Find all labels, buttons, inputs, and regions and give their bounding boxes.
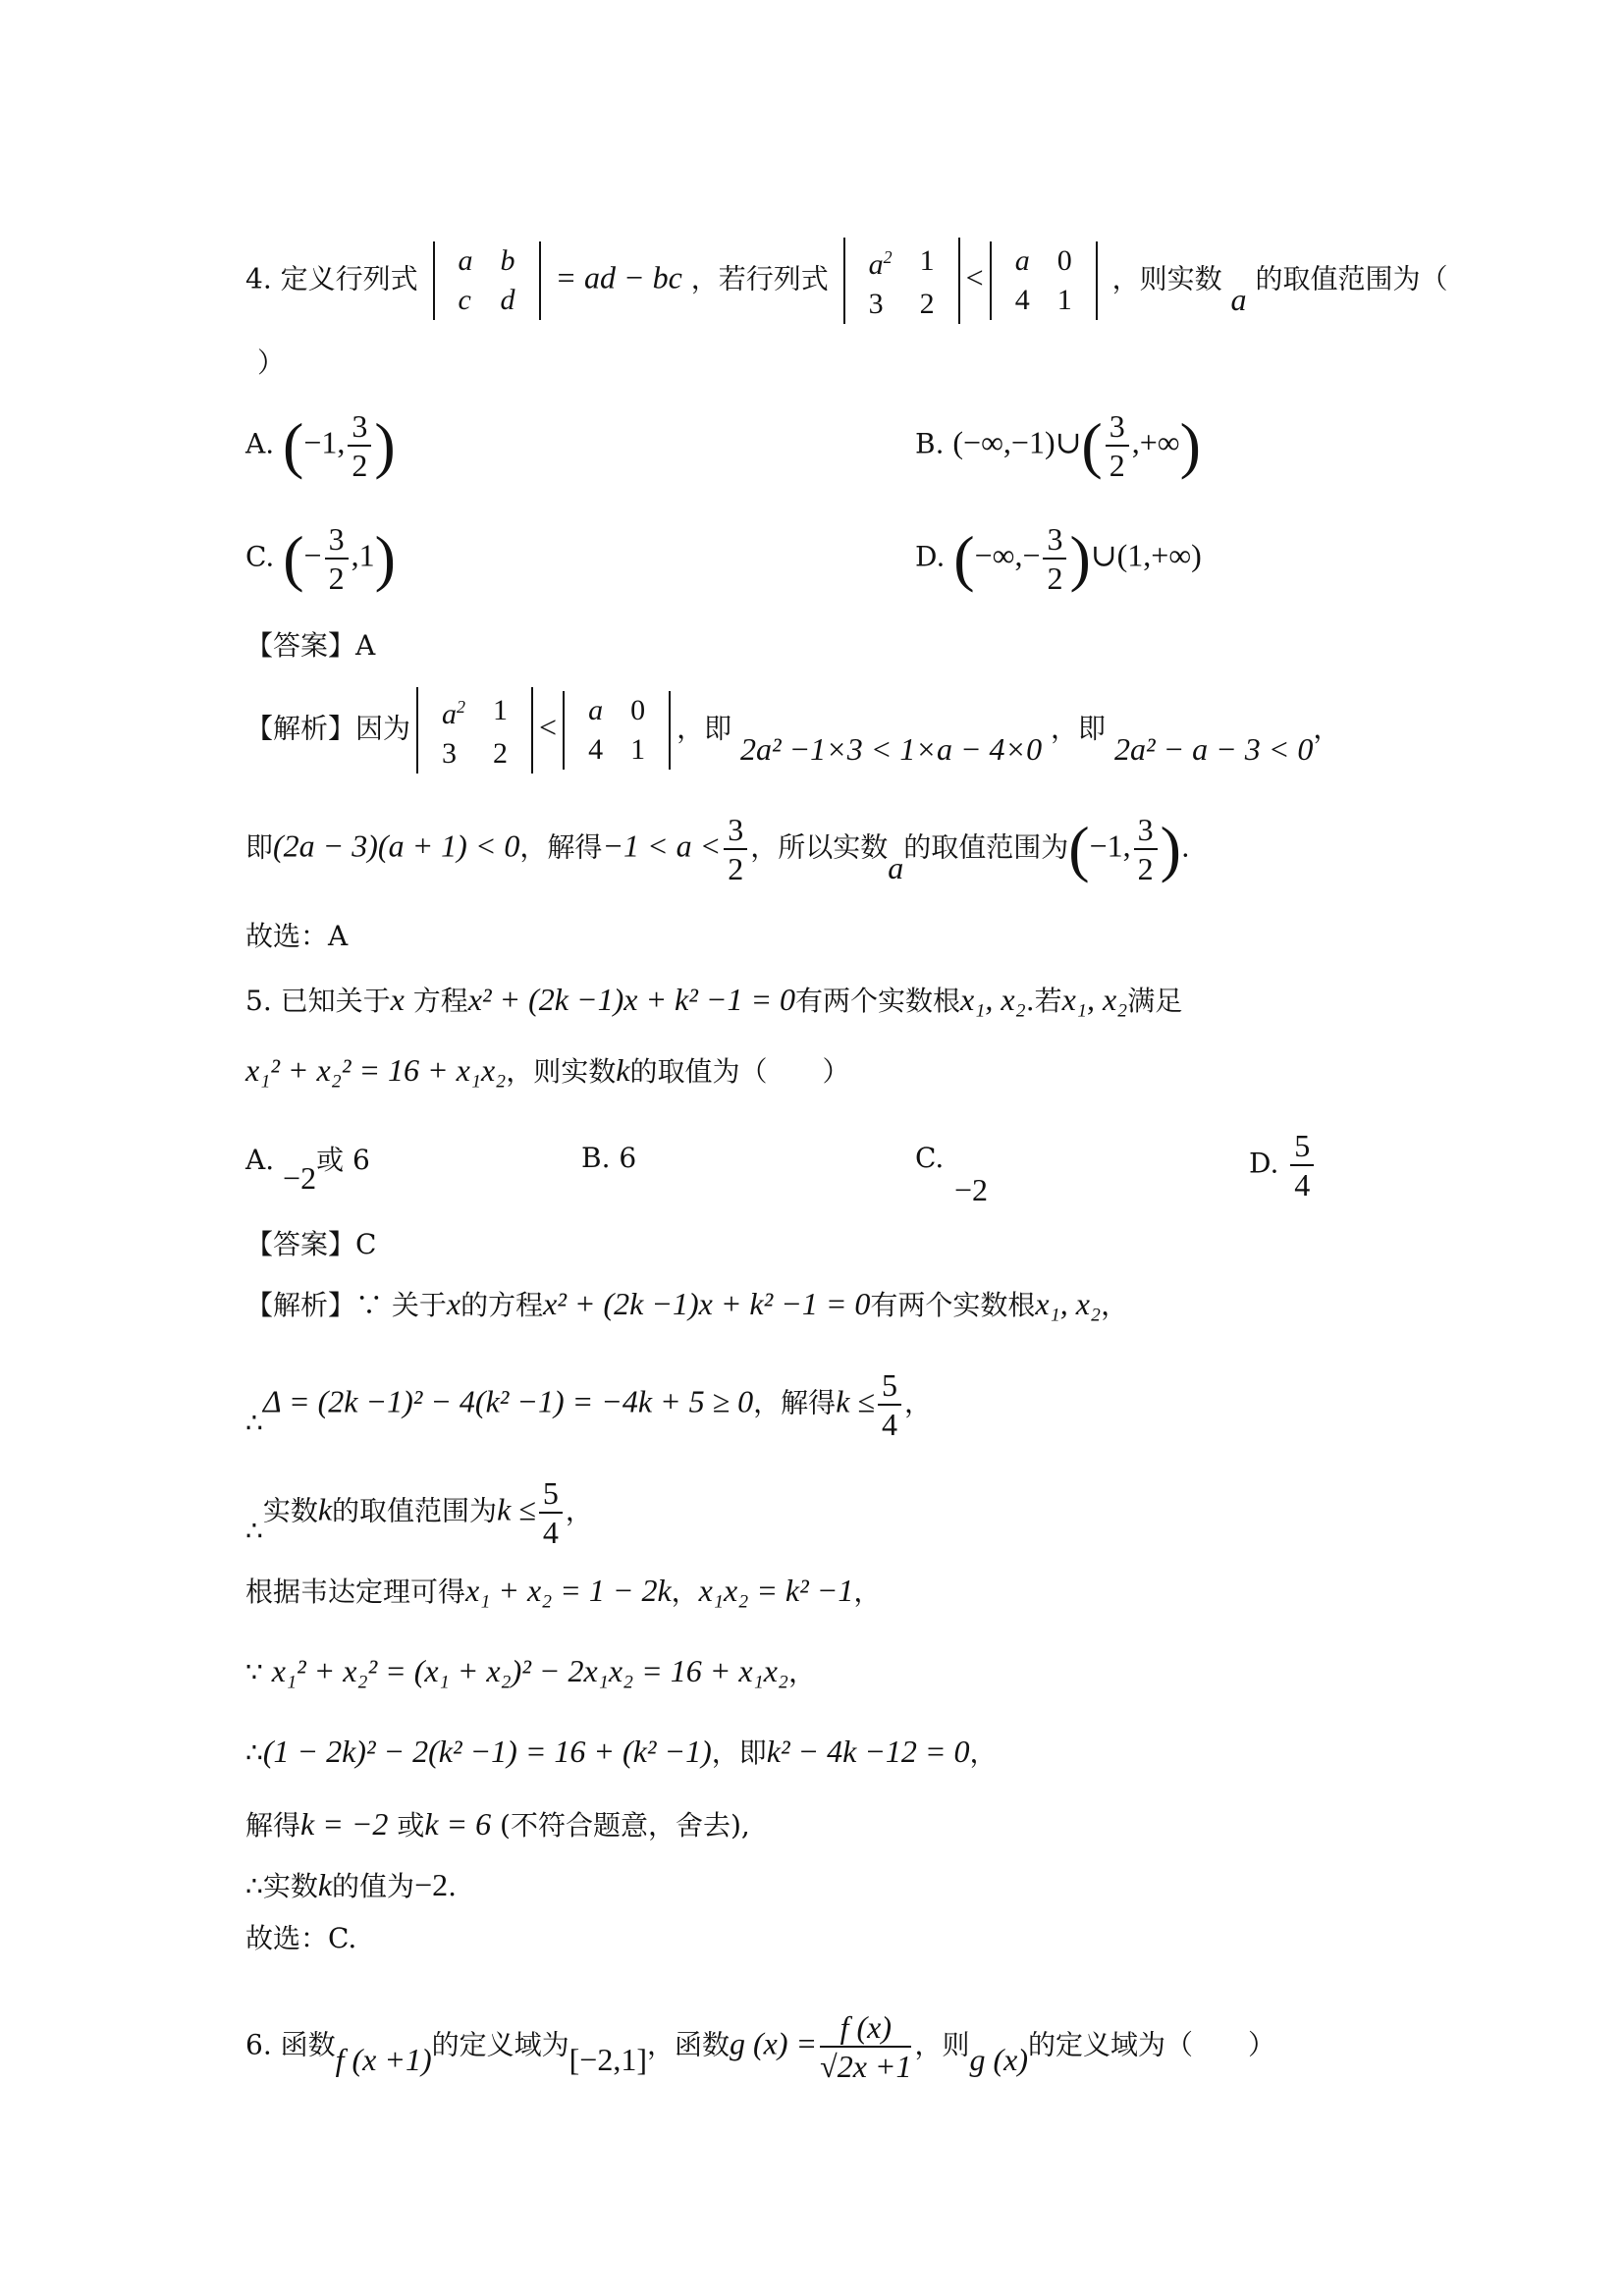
- q5-a2-k: k ≤: [836, 1383, 875, 1419]
- q4-number: 4.: [245, 262, 272, 295]
- q4-option-d-tail: ∪(1,+∞): [1090, 537, 1202, 573]
- q5-line2: [245, 1050, 850, 1092]
- q4-analysis-l2-range-num: 3: [1134, 811, 1158, 850]
- q6-a: 6. 函数: [245, 2028, 336, 2061]
- q4-option-c-tail: ,1: [351, 537, 375, 573]
- q4-option-d-frac: [1043, 520, 1066, 597]
- q4-stem-close: ）: [257, 347, 286, 379]
- q5-a4-eq1: x₁ + x₂ = 1 − 2k: [465, 1573, 672, 1608]
- q5-line2-b: 的取值为（ ）: [629, 1055, 850, 1088]
- q5-a8-c: .: [448, 1870, 458, 1902]
- q4-analysis-l2-range-frac: [1134, 811, 1158, 887]
- q5-a1-c: 有两个实数根: [870, 1289, 1036, 1321]
- q5-option-a: [245, 1139, 370, 1196]
- q5-a1-eq: x² + (2k −1)x + k² −1 = 0: [543, 1286, 871, 1321]
- q5-option-c-label: C.: [915, 1142, 945, 1174]
- q4-option-b-num: 3: [1106, 407, 1129, 447]
- q5-option-d-label: D.: [1249, 1147, 1279, 1180]
- q5-a8-a: 实数: [262, 1870, 318, 1902]
- q4-option-c-left: −: [303, 537, 322, 573]
- q4-option-b-frac: [1106, 407, 1129, 484]
- q5-line1-a: 5. 已知关于: [245, 985, 391, 1017]
- q5-a1-label: 【解析】∵ 关于: [245, 1289, 447, 1321]
- q4-analysis-l2-b: ，解得: [519, 830, 603, 864]
- q4-analysis-l2-d: 的取值范围为: [903, 830, 1069, 864]
- q4-stem-a: 定义行列式: [280, 262, 418, 295]
- q5-a1-d: ，: [1101, 1289, 1129, 1321]
- q4-option-a-frac: [348, 407, 371, 484]
- q5-analysis-line5: [245, 1651, 816, 1692]
- q5-a2-den: 4: [881, 1407, 897, 1442]
- q4-analysis-l2-num: 3: [724, 811, 747, 850]
- q4-analysis-l2-c: ，所以实数: [750, 830, 889, 864]
- q5-analysis-line7: [245, 1804, 750, 1845]
- q5-choice: 故选：C.: [245, 1922, 357, 1954]
- q6-frac: [820, 2008, 911, 2085]
- q5-a4-c: ，: [853, 1575, 882, 1608]
- q4-analysis-l2-a: 即: [245, 830, 274, 864]
- q5-a6-eq: (1 − 2k)² − 2(k² −1) = 16 + (k² −1): [262, 1734, 712, 1769]
- q5-option-c: [915, 1139, 989, 1219]
- q4-stem-d: 的取值范围为（: [1255, 262, 1448, 295]
- q5-a6-eq2: k² − 4k −12 = 0: [766, 1734, 970, 1769]
- q6-f-expr: f (x +1): [335, 2041, 432, 2077]
- q5-a5-because: ∵: [245, 1656, 263, 1688]
- q5-line1-b: 方程: [412, 985, 468, 1017]
- q5-a3-c: ，: [565, 1494, 593, 1527]
- q4-det-right: a 0 4 1: [990, 241, 1098, 320]
- q5-a2-eq: Δ = (2k −1)² − 4(k² −1) = −4k + 5 ≥ 0: [262, 1383, 754, 1419]
- q5-option-d-den: 4: [1294, 1167, 1311, 1202]
- q4-det-definition: a b c d: [433, 241, 541, 320]
- q4-option-b: B. (−∞,−1)∪( $\frac{3}{2}$ ,+∞): [915, 408, 1201, 483]
- q5-a2-frac: [878, 1366, 901, 1443]
- q4-analysis-l2-var: a: [888, 849, 904, 885]
- q5-a7-c: (不符合题意，舍去),: [500, 1809, 750, 1842]
- q4-option-a: A. (−1, $\frac{3}{2}$ ): [245, 408, 396, 483]
- q5-a3-den: 4: [542, 1515, 559, 1550]
- q6-d: ，则: [914, 2028, 970, 2061]
- q4-analysis-l2-end: .: [1180, 830, 1190, 864]
- q5-option-b: [581, 1139, 636, 1178]
- q4-option-a-left: −1,: [303, 424, 346, 460]
- q5-a1-roots: x₁, x₂: [1035, 1286, 1102, 1321]
- q6-e: 的定义域为（ ）: [1028, 2028, 1276, 2061]
- q5-option-a-label: A.: [245, 1144, 275, 1176]
- q5-a7-a: 解得: [245, 1809, 301, 1842]
- q4-stem-c: ，则实数: [1111, 262, 1222, 295]
- q4-option-b-den: 2: [1109, 448, 1125, 483]
- q4-choice: 故选：A: [245, 920, 349, 952]
- q5-a3-num: 5: [539, 1474, 563, 1514]
- q4-analysis-l2-range: −1,: [1089, 828, 1131, 864]
- q4-option-c: C. (− $\frac{3}{2}$ ,1): [245, 521, 396, 596]
- q6-domain: [−2,1]: [568, 2041, 647, 2077]
- q5-a8-b: 的值为: [332, 1870, 415, 1902]
- q5-line2-k: k: [616, 1052, 630, 1088]
- q4-option-d: D. (−∞,− $\frac{3}{2}$ )∪(1,+∞): [915, 521, 1202, 596]
- q6-stem: [245, 2008, 1275, 2085]
- q5-a2-therefore: ∴: [245, 1406, 263, 1439]
- q6-b: 的定义域为: [431, 2028, 569, 2061]
- q5-analysis-line3: [245, 1474, 593, 1551]
- q5-option-d-num: 5: [1290, 1127, 1314, 1166]
- q5-line1-e: 满足: [1127, 985, 1183, 1017]
- q4-option-d-den: 2: [1047, 561, 1063, 596]
- q5-a1-x: x: [446, 1286, 461, 1321]
- q5-a4-a: 根据韦达定理可得: [245, 1575, 466, 1608]
- q5-a3-b: 的取值范围为: [332, 1494, 498, 1527]
- q5-answer: 【答案】C: [245, 1228, 377, 1260]
- q4-analysis-l2-frac: [724, 811, 747, 887]
- q5-option-a-tail: 或 6: [316, 1144, 370, 1176]
- q5-a6-therefore: ∴: [245, 1736, 263, 1769]
- q4-stem-line: 4. 定义行列式 a b c d = ad − bc ，若行列式 $a^2$ 1 3 2 < a 0 4 1 ，则实数 a 的取值范围为（: [245, 238, 1447, 324]
- q5-line1-d: .若: [1025, 985, 1062, 1017]
- q4-analysis-label: 【解析】因为: [245, 712, 411, 745]
- q5-line2-a: ，则实数: [506, 1055, 617, 1088]
- q5-a1-b: 的方程: [460, 1289, 544, 1321]
- q4-det-left: $a^2$ 1 3 2: [843, 238, 960, 324]
- q5-line1: [245, 980, 1182, 1021]
- q4-analysis-expr1: 2a² −1×3 < 1×a − 4×0: [739, 730, 1043, 767]
- q4-option-d-num: 3: [1043, 520, 1066, 560]
- q4-var-a: a: [1230, 281, 1247, 317]
- q5-option-b-val: 6: [619, 1142, 637, 1174]
- q4-stem-b: ，若行列式: [690, 262, 829, 295]
- q4-analysis-3: ，: [1313, 712, 1341, 745]
- q4-option-a-den: 2: [352, 448, 368, 483]
- q5-line1-roots: x₁, x₂: [960, 982, 1026, 1017]
- q5-analysis-line2: [245, 1366, 932, 1443]
- q5-a3-kle: k ≤: [497, 1491, 536, 1527]
- q4-analysis-2: ，即: [1051, 712, 1107, 745]
- q5-a2-num: 5: [878, 1366, 901, 1406]
- q5-a8-val: −2: [414, 1867, 449, 1902]
- q5-analysis-line4: [245, 1571, 881, 1612]
- q4-analysis-expr2: 2a² − a − 3 < 0: [1113, 730, 1314, 767]
- q5-a3-a: 实数: [262, 1494, 318, 1527]
- q4-option-a-label: A.: [245, 427, 275, 460]
- q6-g2: g (x): [969, 2041, 1029, 2077]
- q5-line1-x: x: [390, 982, 405, 1017]
- q5-line1-c: 有两个实数根: [795, 985, 961, 1017]
- q6-frac-den: √2x +1: [820, 2049, 912, 2084]
- q4-option-a-num: 3: [348, 407, 371, 447]
- q5-a7-eq1: k = −2: [300, 1806, 389, 1842]
- q5-a2-c: ，: [903, 1386, 932, 1419]
- q5-line1-roots2: x₁, x₂: [1061, 982, 1128, 1017]
- q4-option-c-num: 3: [325, 520, 349, 560]
- q5-option-a-val: −2: [283, 1160, 317, 1196]
- q6-g-expr: g (x) =: [730, 2025, 818, 2061]
- q6-c: ，函数: [647, 2028, 731, 2061]
- q4-analysis-l2-expr2: −1 < a <: [602, 828, 722, 864]
- q4-analysis-line2: 即(2a − 3)(a + 1) < 0，解得−1 < a < $\frac{3}{2}$ ，所以实数a的取值范围为(−1, $\frac{3}{2}$ ).: [245, 812, 1190, 886]
- q5-a3-frac: [539, 1474, 563, 1551]
- q5-a3-therefore: ∴: [245, 1514, 263, 1547]
- q5-a4-b: ，: [671, 1575, 699, 1608]
- q4-analysis-1: ，即: [677, 712, 732, 745]
- q5-option-d-frac: [1290, 1127, 1314, 1203]
- q4-option-d-label: D.: [915, 540, 946, 573]
- q4-option-d-left: −∞,−: [974, 537, 1041, 573]
- q5-analysis-line8: [245, 1865, 457, 1906]
- q4-det-def-rhs: = ad − bc: [555, 259, 682, 295]
- q5-a8-therefore: ∴: [245, 1870, 263, 1902]
- q5-a4-eq2: x₁x₂ = k² −1: [698, 1573, 854, 1608]
- q5-a5-b: ，: [788, 1656, 817, 1688]
- q5-a5-eq: x₁² + x₂² = (x₁ + x₂)² − 2x₁x₂ = 16 + x₁x₂: [271, 1653, 789, 1688]
- q4-option-c-label: C.: [245, 540, 275, 573]
- q4-option-b-text: (−∞,−1)∪: [952, 424, 1082, 460]
- q5-line1-eq: x² + (2k −1)x + k² −1 = 0: [467, 982, 796, 1017]
- q5-a6-c: ，: [969, 1736, 998, 1769]
- q6-frac-num: f (x): [820, 2008, 911, 2048]
- q5-a3-k: k: [317, 1491, 333, 1527]
- q4-option-c-den: 2: [328, 561, 345, 596]
- q4-analysis-l2-expr: (2a − 3)(a + 1) < 0: [273, 828, 520, 864]
- q4-analysis-det-left: $a^2$ 1 3 2: [416, 687, 533, 774]
- q5-a7-eq2: k = 6: [424, 1806, 492, 1842]
- q4-option-b-label: B.: [915, 427, 945, 460]
- q4-analysis-l2-den: 2: [728, 851, 744, 886]
- q5-a7-b: 或: [397, 1809, 425, 1842]
- q5-option-c-val: −2: [954, 1172, 989, 1207]
- q5-option-d: [1249, 1127, 1317, 1203]
- q4-analysis-line1: 【解析】因为 $a^2$ 1 3 2 < a 0 4 1 ，即 2a² −1×3 < 1×a − 4×0 ，即 2a² − a − 3 < 0，: [245, 687, 1340, 774]
- q5-analysis-line1: [245, 1284, 1128, 1325]
- q5-a2-b: ，解得: [753, 1386, 837, 1419]
- q4-option-c-frac: [325, 520, 349, 597]
- q5-analysis-line6: [245, 1732, 998, 1773]
- q4-answer: 【答案】A: [245, 629, 376, 662]
- q5-a8-k: k: [317, 1867, 333, 1902]
- q5-line2-eq: x₁² + x₂² = 16 + x₁x₂: [245, 1052, 507, 1088]
- q4-analysis-l2-range-den: 2: [1137, 851, 1154, 886]
- q4-option-b-tail: ,+∞: [1131, 424, 1180, 460]
- q5-a6-b: ，即: [711, 1736, 767, 1769]
- q4-analysis-det-right: a 0 4 1: [563, 691, 671, 770]
- q5-option-b-label: B.: [581, 1142, 611, 1174]
